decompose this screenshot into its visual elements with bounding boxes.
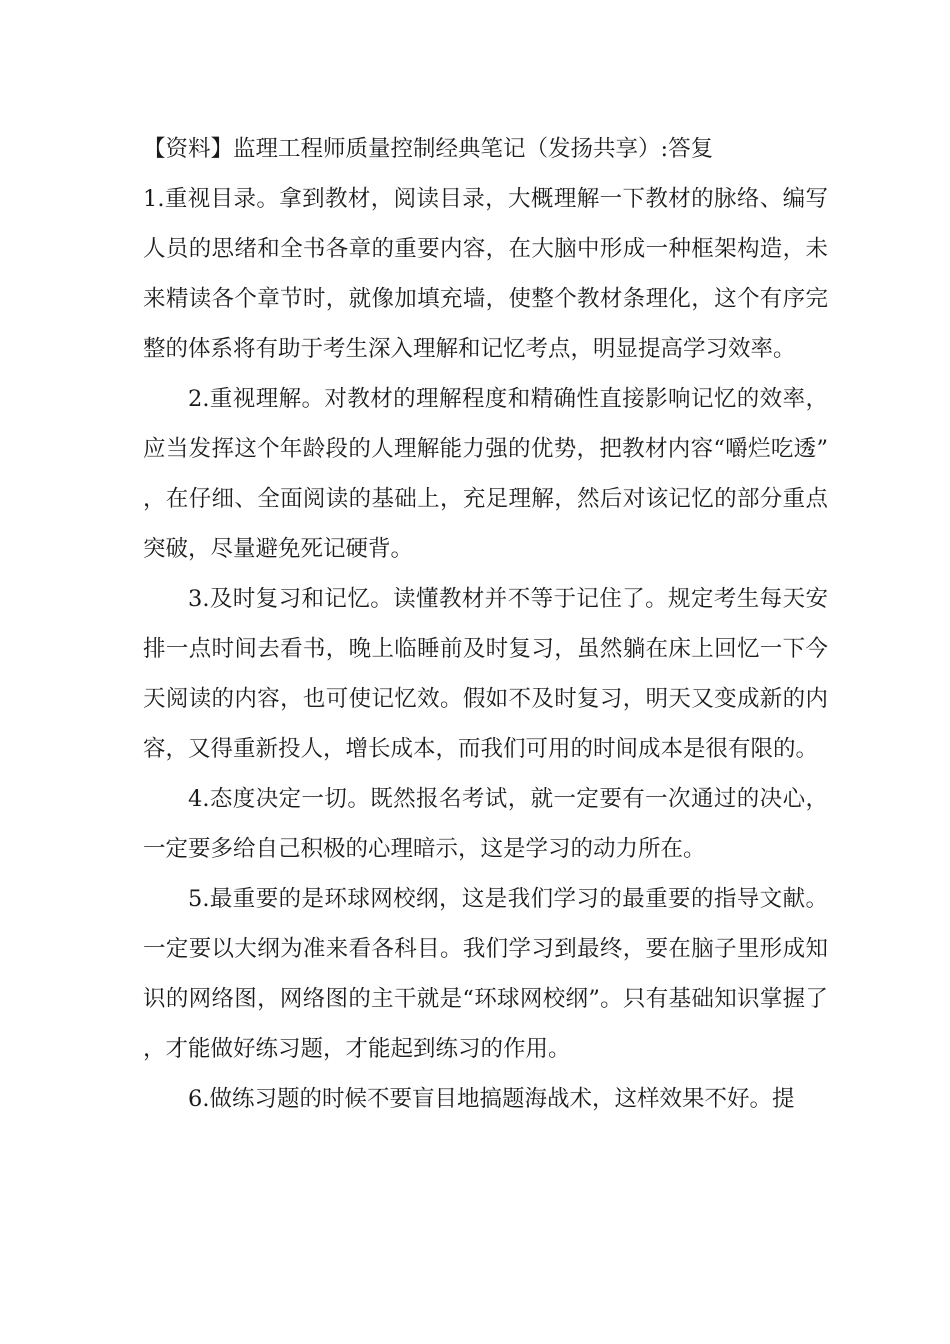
- paragraph-4-attitude: 4.态度决定一切。既然报名考试，就一定要有一次通过的决心，一定要多给自己积极的心理暗示，这是学习的动力所在。: [143, 786, 828, 862]
- document-body: [143, 124, 828, 1124]
- paragraph-6-practice-exercises: 6.做练习题的时候不要盲目地搞题海战术，这样效果不好。提: [188, 1086, 795, 1112]
- paragraph-2-understanding: 2.重视理解。对教材的理解程度和精确性直接影响记忆的效率，应当发挥这个年龄段的人理解能力强的优势，把教材内容“嚼烂吃透”，在仔细、全面阅读的基础上，充足理解，然后对该记忆的部分重点突破，尽量避免死记硬背。: [143, 386, 828, 562]
- paragraph-3-review-and-memory: 3.及时复习和记忆。读懂教材并不等于记住了。规定考生每天安排一点时间去看书，晚上临睡前及时复习，虽然躺在床上回忆一下今天阅读的内容，也可使记忆效。假如不及时复习，明天又变成新的内容，又得重新投人，增长成本，而我们可用的时间成本是很有限的。: [143, 586, 828, 762]
- paragraph-5-syllabus: 5.最重要的是环球网校纲，这是我们学习的最重要的指导文献。一定要以大纲为准来看各科目。我们学习到最终，要在脑子里形成知识的网络图，网络图的主干就是“环球网校纲”。只有基础知识掌握了，才能做好练习题，才能起到练习的作用。: [143, 886, 828, 1062]
- paragraph-1-table-of-contents: 1.重视目录。拿到教材，阅读目录，大概理解一下教材的脉络、编写人员的思绪和全书各章的重要内容，在大脑中形成一种框架构造，未来精读各个章节时，就像加填充墙，使整个教材条理化，这个有序完整的体系将有助于考生深入理解和记忆考点，明显提高学习效率。: [143, 186, 828, 362]
- document-title: 【资料】监理工程师质量控制经典笔记（发扬共享）:答复: [143, 136, 714, 162]
